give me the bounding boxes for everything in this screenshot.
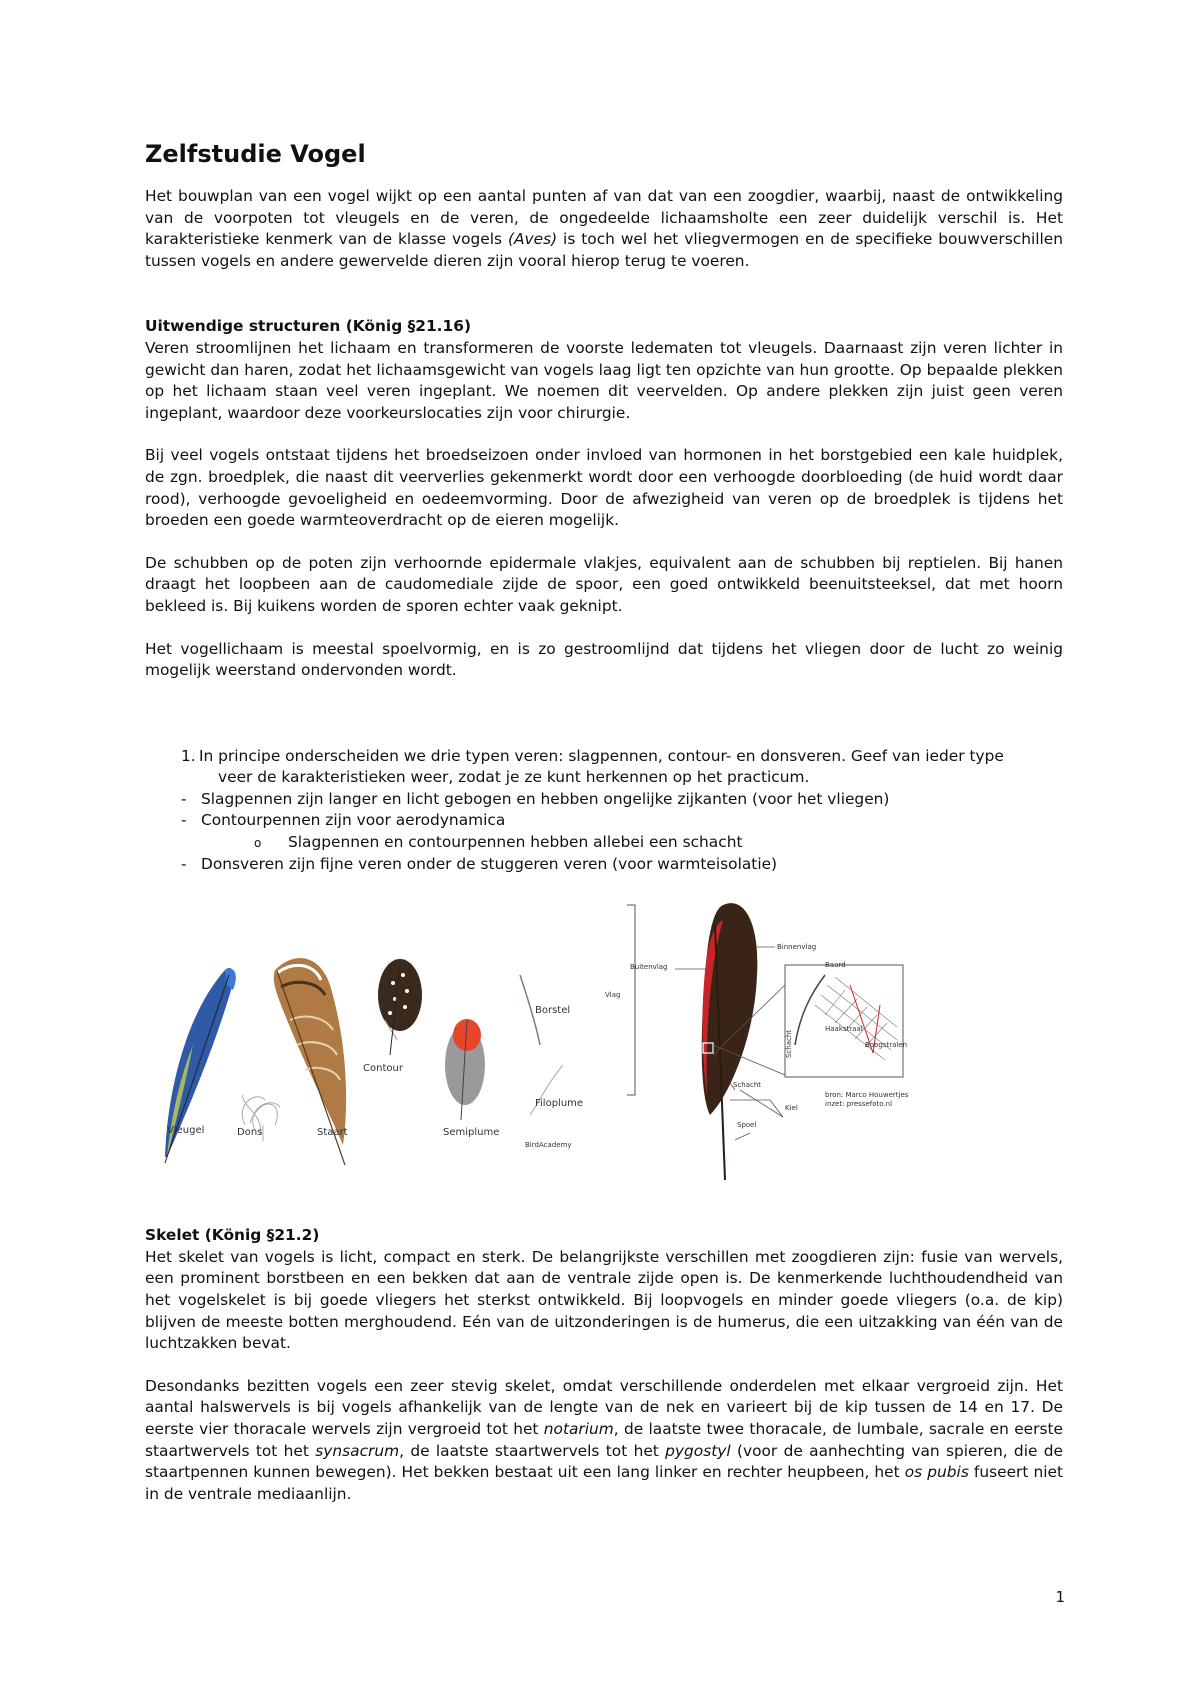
text-run: , de laatste twee thoracale, de lumbale, sacrale en eerste staartwervels tot het [145,1420,1063,1460]
label-dons: Dons [237,1127,263,1139]
answer-item-2 [145,810,1063,832]
document-page [145,140,1063,1505]
feather-illustration [145,895,1063,1195]
labeled-feather-image [702,903,758,1180]
answer-item-1 [145,789,1063,811]
label-baard: Baard [825,961,846,970]
label-buitenvlag: Buitenvlag [630,963,668,972]
section2-paragraph-2 [145,1376,1063,1506]
semiplume-feather-image [445,1019,485,1120]
question-item [145,746,1063,768]
feather-figure [145,895,1063,1195]
answer-text: Slagpennen zijn langer en licht gebogen en hebben ongelijke zijkanten (voor het vliegen) [201,789,890,808]
section-heading-skelet: Skelet (König §21.2) [145,1226,320,1245]
term-notarium: notarium [543,1420,614,1438]
dash-marker: - [181,789,187,808]
section1-paragraph-4: Het vogellichaam is meestal spoelvormig, en is zo gestroomlijnd dat tijdens het vliegen door de lucht zo weinig mogelijk weerstand ondervonden wordt. [145,639,1063,680]
section1-paragraph-2: Bij veel vogels ontstaat tijdens het broedseizoen onder invloed van hormonen in het borstgebied een kale huidplek, de zgn. broedplek, die naast dit veerverlies gekenmerkt wordt door een verhoogde doorbloeding (de huid wordt daar rood), verhoogde gevoeligheid en oedeemvorming. Door de afwezigheid van veren op de broedplek is tijdens het broeden een goede warmteoverdracht op de eieren mogelijk. [145,446,1063,530]
section1-paragraph-3: De schubben op de poten zijn verhoornde epidermale vlakjes, equivalent aan de schubben bij reptielen. Bij hanen draagt het loopbeen aan de caudomediale zijde de spoor, een goed ontwikkeld beenuitsteeksel, dat met hoorn bekleed is. Bij kuikens worden de sporen echter vaak geknipt. [145,553,1063,615]
page-number: 1 [1055,1588,1065,1606]
label-schacht-small: Schacht [785,1030,794,1059]
section-heading-uitwendig: Uitwendige structuren (König §21.16) [145,317,471,336]
label-semiplume: Semiplume [443,1127,500,1139]
label-filoplume: Filoplume [535,1098,584,1110]
label-haakstraal: Haakstraal [825,1025,863,1034]
label-bron-1: bron: Marco Houwertjes [825,1091,909,1100]
label-vleugel: Vleugel [167,1125,205,1137]
intro-text-a: Het bouwplan van een vogel wijkt op een aantal punten af van dat van een zoogdier, waarbij, naast de ontwikkeling van de voorpoten tot vleugels en de veren, de ongedeelde lichaamsholte een zeer duidelijk verschil is. Het karakteristieke kenmerk van de klasse vogels [145,187,1063,249]
answer-sub-text: Slagpennen en contourpennen hebben allebei een schacht [288,833,743,852]
dash-marker: - [181,811,187,830]
answer-sub-item [145,832,1063,854]
text-run: (voor de aanhechting van spieren, die de staartpennen kunnen bewegen). Het bekken bestaat uit een lang linker en rechter heupbeen, het [145,1441,1063,1482]
answer-text: Donsveren zijn fijne veren onder de stuggeren veren (voor warmteisolatie) [201,854,778,873]
text-run: Desondanks bezitten vogels een zeer stevig skelet, omdat verschillende onderdelen met elkaar vergroeid zijn. Het aantal halswervels is bij vogels afhankelijk van de lengte van de nek en varieert bij de kip tussen de 14 en 17. De eerste vier thoracale wervels zijn vergroeid tot het [145,1376,1063,1438]
label-schacht: Schacht [733,1081,762,1090]
question-number: 1. [181,746,196,765]
intro-text-b: is toch wel het vliegvermogen en de specifieke bouwverschillen tussen vogels en andere gewervelde dieren zijn vooral hierop terug te voeren. [145,230,1064,270]
label-staart: Staart [317,1127,348,1139]
section1-paragraph-1: Veren stroomlijnen het lichaam en transformeren de voorste ledematen tot vleugels. Daarnaast zijn veren lichter in gewicht dan haren, zodat het lichaamsgewicht van vogels laag ligt ten opzichte van hun grootte. Op bepaalde plekken op het lichaam staan veel veren ingeplant. We noemen dit veervelden. Op andere plekken zijn juist geen veren ingeplant, waardoor deze voorkeurslocaties zijn voor chirurgie. [145,338,1063,422]
vlag-bracket [627,905,635,1095]
label-vlag: Vlag [605,991,621,1000]
label-bron-2: inzet: pressefoto.nl [825,1100,893,1109]
intro-aves: (Aves) [507,230,558,249]
intro-paragraph [145,186,1063,272]
circle-bullet: o [254,836,262,851]
question-line-2: veer de karakteristieken weer, zodat je ze kunt herkennen op het practicum. [218,768,810,787]
answer-text: Contourpennen zijn voor aerodynamica [201,811,506,830]
question-list [145,746,1063,876]
label-contour: Contour [363,1063,403,1075]
answer-item-3 [145,854,1063,876]
dash-marker: - [181,854,187,873]
label-spoel: Spoel [737,1121,757,1130]
barb-inset-diagram [785,965,903,1077]
label-birdacademy: BirdAcademy [525,1141,572,1150]
term-os-pubis: os pubis [904,1463,969,1482]
label-kiel: Kiel [785,1104,798,1113]
section2-paragraph-1: Het skelet van vogels is licht, compact en sterk. De belangrijkste verschillen met zoogdieren zijn: fusie van wervels, een prominent borstbeen en een bekken dat aan de ventrale zijde open is. De kenmerkende luchthoudendheid van het vogelskelet is bij goede vliegers het sterkst ontwikkeld. Bij loopvogels en minder goede vliegers (o.a. de kip) blijven de meeste botten merghoudend. Eén van de uitzonderingen is de humerus, die een uitzakking van één van de luchtzakken bevat. [145,1247,1063,1353]
term-pygostyl: pygostyl [665,1441,731,1460]
page-title: Zelfstudie Vogel [145,140,366,168]
text-run: , de laatste staartwervels tot het [399,1441,666,1460]
contour-feather-image [378,959,422,1055]
question-line-1: In principe onderscheiden we drie typen veren: slagpennen, contour- en donsveren. Geef van ieder type [199,746,1004,765]
label-binnenvlag: Binnenvlag [777,943,817,952]
label-boogstralen: Boogstralen [865,1041,908,1050]
term-synsacrum: synsacrum [315,1441,400,1460]
text-run: fuseert niet in de ventrale mediaanlijn. [145,1463,1063,1503]
label-borstel: Borstel [535,1005,571,1017]
